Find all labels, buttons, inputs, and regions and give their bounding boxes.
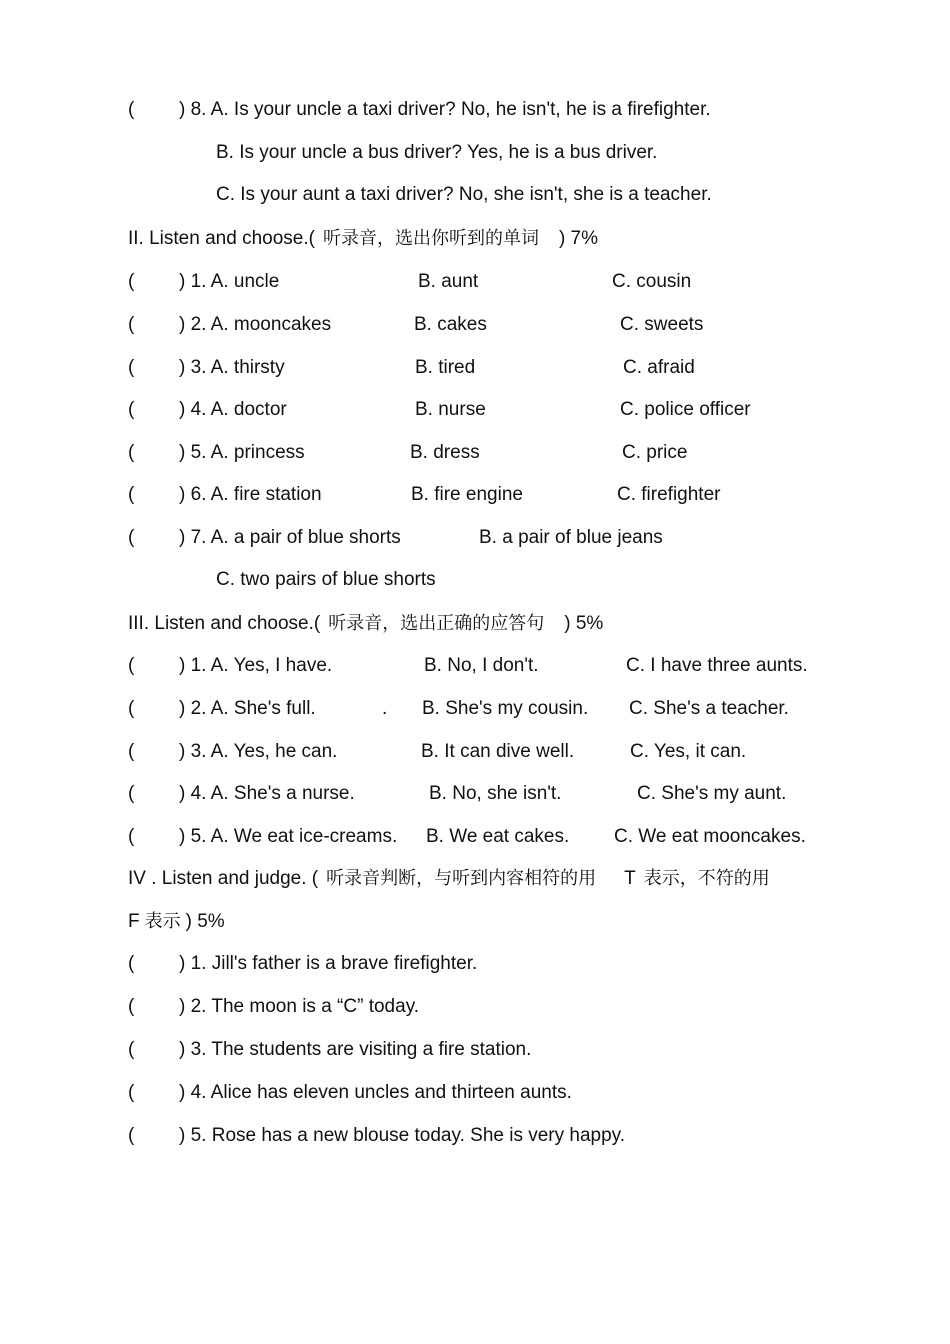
s2-q2-option-b: B. cakes [414,314,487,335]
s2-q3-option-b: B. tired [415,357,476,378]
s2-q6-option-a: ) 6. A. fire station [179,484,322,505]
paren-open: ( [128,99,135,120]
s3-q4-option-a: ) 4. A. She's a nurse. [179,783,355,804]
section-4-heading-t: T [624,868,636,889]
s3-q4-option-c: C. She's my aunt. [637,783,787,804]
s2-q5-option-a: ) 5. A. princess [179,442,305,463]
s3-q2-option-a: ) 2. A. She's full. [179,698,316,719]
s2-q5-option-b: B. dress [410,442,480,463]
s3-q3-option-a: ) 3. A. Yes, he can. [179,741,338,762]
section-3-heading [128,612,603,636]
s2-q7-option-c: C. two pairs of blue shorts [216,569,436,590]
q8-option-b: B. Is your uncle a bus driver? Yes, he is a bus driver. [216,142,658,163]
paren-open: ( [128,1039,135,1060]
section-3-heading-en: III. Listen and choose.( [128,613,321,634]
s4-q1-statement: ) 1. Jill's father is a brave firefighter. [179,953,478,974]
q8-option-a: ) 8. A. Is your uncle a taxi driver? No, he isn't, he is a firefighter. [179,99,711,120]
paren-open: ( [128,399,135,420]
paren-open: ( [128,271,135,292]
paren-open: ( [128,527,135,548]
s3-q5-option-a: ) 5. A. We eat ice-creams. [179,826,398,847]
paren-open: ( [128,484,135,505]
paren-open: ( [128,1125,135,1146]
s2-q4-option-a: ) 4. A. doctor [179,399,287,420]
s2-q1-option-a: ) 1. A. uncle [179,271,280,292]
s3-q2-option-b: B. She's my cousin. [422,698,589,719]
s3-q1-option-b: B. No, I don't. [424,655,539,676]
paren-open: ( [128,783,135,804]
paren-open: ( [128,314,135,335]
section-2-heading-zh: 听录音，选出你听到的单词 [322,228,539,249]
section-3-heading-zh: 听录音，选出正确的应答句 [328,613,545,634]
paren-open: ( [128,357,135,378]
section-4-heading-zh-3: 表示 [144,911,181,932]
s3-q2-option-c: C. She's a teacher. [629,698,789,719]
paren-open: ( [128,953,135,974]
s2-q6-option-c: C. firefighter [617,484,721,505]
s3-q5-option-c: C. We eat mooncakes. [614,826,806,847]
s2-q5-option-c: C. price [622,442,688,463]
section-4-heading-zh-2: 表示，不符的用 [643,868,770,889]
s2-q2-option-c: C. sweets [620,314,704,335]
section-4-heading-score: ) 5% [185,911,225,932]
paren-open: ( [128,655,135,676]
s3-q2-dot: . [382,698,388,719]
paren-open: ( [128,1082,135,1103]
s3-q5-option-b: B. We eat cakes. [426,826,570,847]
q8-option-c: C. Is your aunt a taxi driver? No, she isn't, she is a teacher. [216,184,712,205]
s3-q1-option-c: C. I have three aunts. [626,655,808,676]
section-2-heading [128,227,598,251]
s2-q1-option-b: B. aunt [418,271,479,292]
paren-open: ( [128,826,135,847]
s2-q3-option-c: C. afraid [623,357,695,378]
paren-open: ( [128,996,135,1017]
s4-q3-statement: ) 3. The students are visiting a fire station. [179,1039,532,1060]
s4-q2-statement: ) 2. The moon is a “C” today. [179,996,420,1017]
s3-q4-option-b: B. No, she isn't. [429,783,562,804]
section-4-heading [128,867,770,891]
s3-q3-option-c: C. Yes, it can. [630,741,747,762]
s2-q6-option-b: B. fire engine [411,484,523,505]
s4-q5-statement: ) 5. Rose has a new blouse today. She is very happy. [179,1125,626,1146]
s3-q1-option-a: ) 1. A. Yes, I have. [179,655,333,676]
s2-q7-option-a: ) 7. A. a pair of blue shorts [179,527,401,548]
s4-q4-statement: ) 4. Alice has eleven uncles and thirteen aunts. [179,1082,572,1103]
s3-q3-option-b: B. It can dive well. [421,741,575,762]
paren-open: ( [128,741,135,762]
section-3-heading-score: ) 5% [564,613,604,634]
section-4-heading-f: F [128,911,140,932]
s2-q4-option-b: B. nurse [415,399,486,420]
paren-open: ( [128,698,135,719]
section-4-heading-zh-1: 听录音判断，与听到内容相符的用 [326,868,597,889]
s2-q4-option-c: C. police officer [620,399,751,420]
paren-open: ( [128,442,135,463]
section-4-heading-line-2 [128,910,225,934]
section-2-heading-en: II. Listen and choose.( [128,228,315,249]
s2-q1-option-c: C. cousin [612,271,692,292]
s2-q7-option-b: B. a pair of blue jeans [479,527,663,548]
s2-q2-option-a: ) 2. A. mooncakes [179,314,332,335]
section-4-heading-en: IV . Listen and judge. ( [128,868,319,889]
s2-q3-option-a: ) 3. A. thirsty [179,357,285,378]
section-2-heading-score: ) 7% [558,228,599,249]
